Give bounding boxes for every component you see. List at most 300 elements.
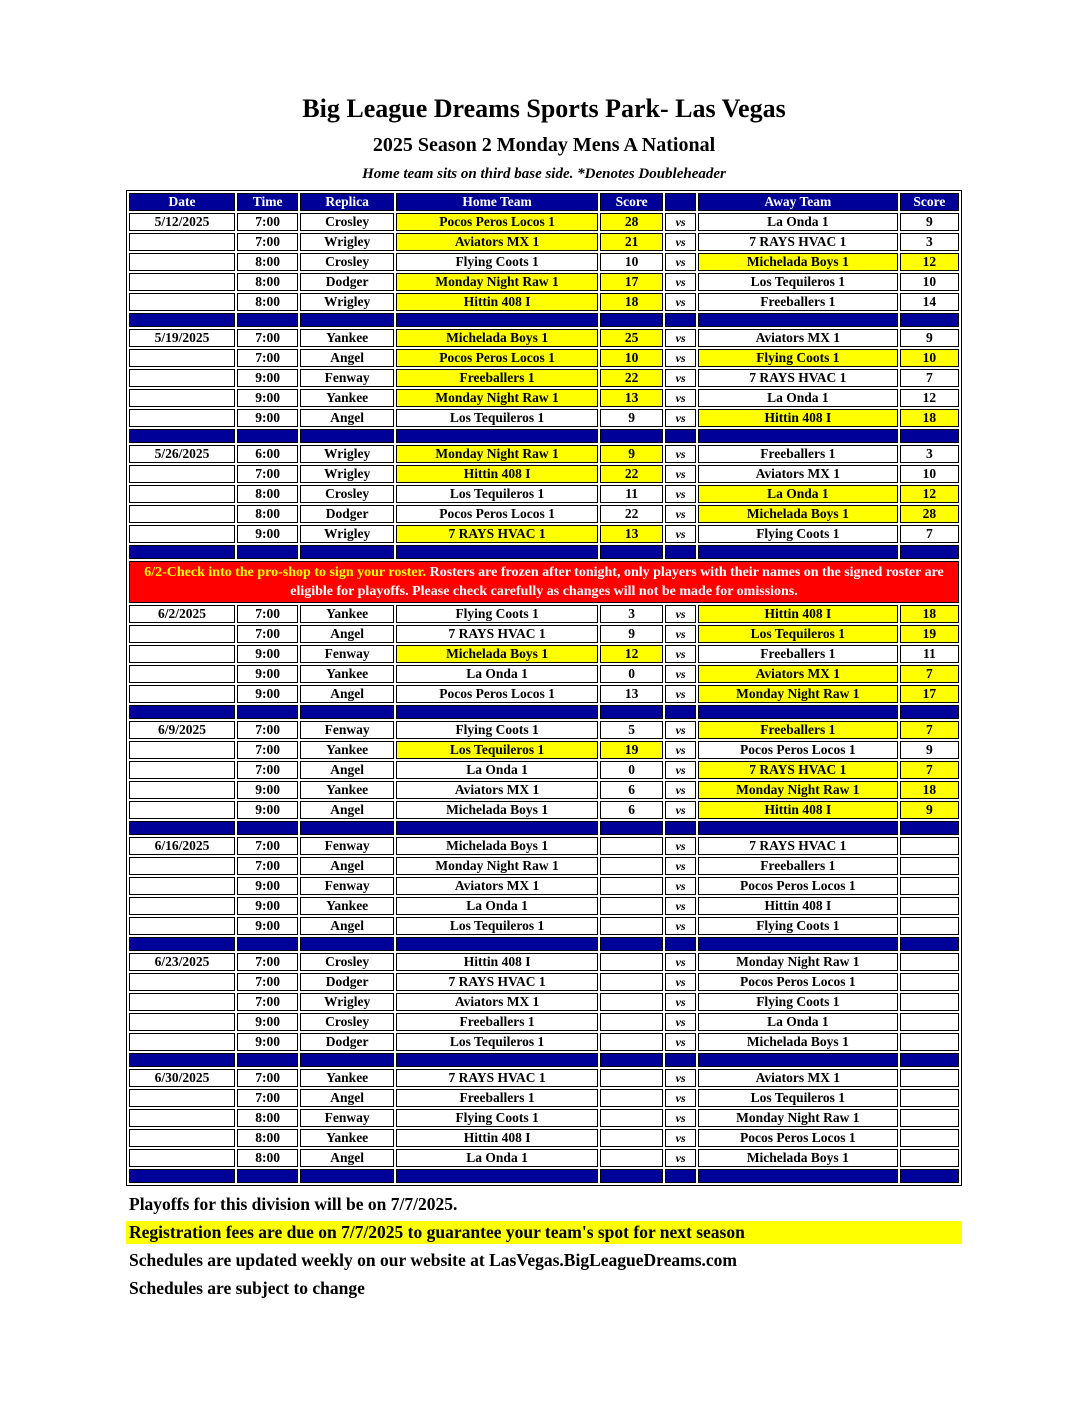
vs-label: vs bbox=[665, 781, 696, 799]
home-score-cell: 22 bbox=[600, 369, 663, 387]
away-score-cell bbox=[900, 917, 959, 935]
away-score-cell: 7 bbox=[900, 721, 959, 739]
website-note: Schedules are updated weekly on our website at LasVegas.BigLeagueDreams.com bbox=[129, 1250, 737, 1270]
replica-cell: Angel bbox=[300, 761, 394, 779]
away-team-cell: Michelada Boys 1 bbox=[698, 1033, 898, 1051]
time-cell: 9:00 bbox=[237, 801, 298, 819]
column-header-away-team-6: Away Team bbox=[698, 193, 898, 211]
home-team-cell: Aviators MX 1 bbox=[396, 781, 598, 799]
separator-cell bbox=[237, 1169, 298, 1183]
announcement-cell bbox=[129, 561, 959, 603]
vs-label: vs bbox=[665, 465, 696, 483]
away-team-cell: Hittin 408 I bbox=[698, 605, 898, 623]
replica-cell: Fenway bbox=[300, 877, 394, 895]
separator-cell bbox=[600, 1053, 663, 1067]
time-cell: 9:00 bbox=[237, 665, 298, 683]
separator-cell bbox=[665, 1169, 696, 1183]
away-team-cell: 7 RAYS HVAC 1 bbox=[698, 233, 898, 251]
time-cell: 8:00 bbox=[237, 253, 298, 271]
replica-cell: Angel bbox=[300, 1149, 394, 1167]
vs-label: vs bbox=[665, 917, 696, 935]
home-team-cell: Flying Coots 1 bbox=[396, 605, 598, 623]
home-score-cell bbox=[600, 1013, 663, 1031]
replica-cell: Fenway bbox=[300, 645, 394, 663]
away-team-cell: Freeballers 1 bbox=[698, 445, 898, 463]
separator-cell bbox=[698, 821, 898, 835]
separator-row bbox=[129, 545, 959, 559]
separator-cell bbox=[600, 429, 663, 443]
away-team-cell: Los Tequileros 1 bbox=[698, 273, 898, 291]
separator-row bbox=[129, 937, 959, 951]
time-cell: 7:00 bbox=[237, 837, 298, 855]
home-team-cell: Los Tequileros 1 bbox=[396, 1033, 598, 1051]
date-cell bbox=[129, 389, 235, 407]
home-team-cell: Los Tequileros 1 bbox=[396, 741, 598, 759]
date-cell bbox=[129, 761, 235, 779]
game-row bbox=[129, 349, 959, 367]
time-cell: 7:00 bbox=[237, 741, 298, 759]
separator-cell bbox=[900, 313, 959, 327]
home-team-cell: 7 RAYS HVAC 1 bbox=[396, 625, 598, 643]
separator-cell bbox=[900, 545, 959, 559]
home-score-cell bbox=[600, 877, 663, 895]
home-team-cell: Los Tequileros 1 bbox=[396, 409, 598, 427]
vs-label: vs bbox=[665, 741, 696, 759]
separator-cell bbox=[396, 705, 598, 719]
game-row bbox=[129, 917, 959, 935]
time-cell: 7:00 bbox=[237, 329, 298, 347]
vs-label: vs bbox=[665, 505, 696, 523]
home-team-cell: 7 RAYS HVAC 1 bbox=[396, 1069, 598, 1087]
replica-cell: Yankee bbox=[300, 741, 394, 759]
replica-cell: Wrigley bbox=[300, 993, 394, 1011]
separator-cell bbox=[300, 1169, 394, 1183]
page-title: Big League Dreams Sports Park- Las Vegas bbox=[302, 94, 786, 123]
vs-label: vs bbox=[665, 293, 696, 311]
home-score-cell bbox=[600, 1033, 663, 1051]
game-row bbox=[129, 485, 959, 503]
separator-cell bbox=[900, 937, 959, 951]
home-score-cell: 22 bbox=[600, 505, 663, 523]
away-team-cell: 7 RAYS HVAC 1 bbox=[698, 761, 898, 779]
away-team-cell: Hittin 408 I bbox=[698, 801, 898, 819]
game-row bbox=[129, 525, 959, 543]
home-team-cell: Los Tequileros 1 bbox=[396, 485, 598, 503]
home-score-cell: 9 bbox=[600, 625, 663, 643]
game-row bbox=[129, 801, 959, 819]
time-cell: 9:00 bbox=[237, 369, 298, 387]
home-score-cell bbox=[600, 1129, 663, 1147]
replica-cell: Dodger bbox=[300, 273, 394, 291]
separator-cell bbox=[900, 705, 959, 719]
home-score-cell bbox=[600, 953, 663, 971]
game-row bbox=[129, 213, 959, 231]
replica-cell: Yankee bbox=[300, 897, 394, 915]
game-row bbox=[129, 685, 959, 703]
away-score-cell: 10 bbox=[900, 349, 959, 367]
home-score-cell: 25 bbox=[600, 329, 663, 347]
time-cell: 7:00 bbox=[237, 625, 298, 643]
vs-label: vs bbox=[665, 665, 696, 683]
away-team-cell: Michelada Boys 1 bbox=[698, 253, 898, 271]
date-cell bbox=[129, 1109, 235, 1127]
away-team-cell: La Onda 1 bbox=[698, 485, 898, 503]
home-team-cell: Freeballers 1 bbox=[396, 369, 598, 387]
time-cell: 8:00 bbox=[237, 1149, 298, 1167]
separator-cell bbox=[300, 937, 394, 951]
replica-cell: Yankee bbox=[300, 1069, 394, 1087]
replica-cell: Fenway bbox=[300, 721, 394, 739]
replica-cell: Angel bbox=[300, 857, 394, 875]
vs-label: vs bbox=[665, 233, 696, 251]
time-cell: 7:00 bbox=[237, 1089, 298, 1107]
vs-label: vs bbox=[665, 329, 696, 347]
vs-label: vs bbox=[665, 953, 696, 971]
home-team-note: Home team sits on third base side. *Denotes Doubleheader bbox=[362, 166, 726, 182]
time-cell: 7:00 bbox=[237, 973, 298, 991]
away-score-cell bbox=[900, 973, 959, 991]
home-score-cell: 5 bbox=[600, 721, 663, 739]
time-cell: 7:00 bbox=[237, 233, 298, 251]
replica-cell: Wrigley bbox=[300, 465, 394, 483]
game-row bbox=[129, 741, 959, 759]
header-row bbox=[129, 193, 959, 211]
home-score-cell: 11 bbox=[600, 485, 663, 503]
date-cell: 6/30/2025 bbox=[129, 1069, 235, 1087]
home-team-cell: Pocos Peros Locos 1 bbox=[396, 685, 598, 703]
time-cell: 7:00 bbox=[237, 721, 298, 739]
home-team-cell: Aviators MX 1 bbox=[396, 877, 598, 895]
replica-cell: Crosley bbox=[300, 485, 394, 503]
game-row bbox=[129, 897, 959, 915]
game-row bbox=[129, 665, 959, 683]
separator-cell bbox=[129, 1053, 235, 1067]
column-header-date-0: Date bbox=[129, 193, 235, 211]
date-cell bbox=[129, 1013, 235, 1031]
replica-cell: Crosley bbox=[300, 253, 394, 271]
separator-cell bbox=[396, 313, 598, 327]
date-cell: 6/9/2025 bbox=[129, 721, 235, 739]
away-team-cell: La Onda 1 bbox=[698, 389, 898, 407]
vs-label: vs bbox=[665, 645, 696, 663]
home-team-cell: Aviators MX 1 bbox=[396, 993, 598, 1011]
date-cell bbox=[129, 741, 235, 759]
game-row bbox=[129, 625, 959, 643]
home-team-cell: Flying Coots 1 bbox=[396, 253, 598, 271]
date-cell: 6/16/2025 bbox=[129, 837, 235, 855]
game-row bbox=[129, 605, 959, 623]
away-score-cell bbox=[900, 993, 959, 1011]
replica-cell: Crosley bbox=[300, 953, 394, 971]
away-team-cell: Pocos Peros Locos 1 bbox=[698, 1129, 898, 1147]
game-row bbox=[129, 1089, 959, 1107]
vs-label: vs bbox=[665, 1109, 696, 1127]
home-score-cell bbox=[600, 1109, 663, 1127]
game-row bbox=[129, 1149, 959, 1167]
separator-cell bbox=[600, 313, 663, 327]
schedule-table bbox=[126, 190, 962, 1186]
game-row bbox=[129, 445, 959, 463]
away-team-cell: Freeballers 1 bbox=[698, 857, 898, 875]
away-score-cell bbox=[900, 1069, 959, 1087]
time-cell: 9:00 bbox=[237, 525, 298, 543]
separator-cell bbox=[698, 1169, 898, 1183]
away-score-cell: 7 bbox=[900, 525, 959, 543]
vs-label: vs bbox=[665, 761, 696, 779]
date-cell bbox=[129, 857, 235, 875]
home-score-cell bbox=[600, 857, 663, 875]
separator-cell bbox=[300, 705, 394, 719]
separator-cell bbox=[129, 1169, 235, 1183]
date-cell bbox=[129, 505, 235, 523]
home-team-cell: La Onda 1 bbox=[396, 665, 598, 683]
date-cell: 5/19/2025 bbox=[129, 329, 235, 347]
home-score-cell: 12 bbox=[600, 645, 663, 663]
vs-label: vs bbox=[665, 1013, 696, 1031]
separator-cell bbox=[600, 1169, 663, 1183]
away-team-cell: Flying Coots 1 bbox=[698, 525, 898, 543]
away-team-cell: Aviators MX 1 bbox=[698, 465, 898, 483]
vs-label: vs bbox=[665, 973, 696, 991]
date-cell: 6/23/2025 bbox=[129, 953, 235, 971]
replica-cell: Dodger bbox=[300, 973, 394, 991]
home-score-cell bbox=[600, 1069, 663, 1087]
separator-row bbox=[129, 1169, 959, 1183]
separator-row bbox=[129, 821, 959, 835]
separator-cell bbox=[129, 937, 235, 951]
home-team-cell: Michelada Boys 1 bbox=[396, 329, 598, 347]
replica-cell: Fenway bbox=[300, 1109, 394, 1127]
separator-cell bbox=[300, 545, 394, 559]
game-row bbox=[129, 1069, 959, 1087]
separator-cell bbox=[600, 545, 663, 559]
home-team-cell: 7 RAYS HVAC 1 bbox=[396, 525, 598, 543]
home-score-cell: 9 bbox=[600, 409, 663, 427]
page-subtitle: 2025 Season 2 Monday Mens A National bbox=[372, 134, 716, 156]
date-cell bbox=[129, 293, 235, 311]
separator-cell bbox=[665, 937, 696, 951]
announcement-body-text: Rosters are frozen after tonight, only players with their names on the signed roster are eligible for playoffs. Please check carefully as changes will not be made for omissions. bbox=[290, 565, 944, 599]
separator-cell bbox=[129, 429, 235, 443]
game-row bbox=[129, 1033, 959, 1051]
away-team-cell: Aviators MX 1 bbox=[698, 329, 898, 347]
home-team-cell: Flying Coots 1 bbox=[396, 1109, 598, 1127]
separator-cell bbox=[665, 1053, 696, 1067]
separator-cell bbox=[698, 429, 898, 443]
vs-label: vs bbox=[665, 349, 696, 367]
home-team-cell: Aviators MX 1 bbox=[396, 233, 598, 251]
announcement-highlight-text: 6/2-Check into the pro-shop to sign your roster. bbox=[144, 565, 427, 580]
game-row bbox=[129, 233, 959, 251]
registration-note: Registration fees are due on 7/7/2025 to guarantee your team's spot for next season bbox=[126, 1221, 962, 1244]
away-score-cell: 18 bbox=[900, 781, 959, 799]
date-cell bbox=[129, 1129, 235, 1147]
game-row bbox=[129, 837, 959, 855]
replica-cell: Dodger bbox=[300, 505, 394, 523]
separator-cell bbox=[698, 1053, 898, 1067]
separator-cell bbox=[600, 705, 663, 719]
replica-cell: Wrigley bbox=[300, 233, 394, 251]
away-score-cell: 17 bbox=[900, 685, 959, 703]
time-cell: 8:00 bbox=[237, 505, 298, 523]
away-score-cell: 10 bbox=[900, 465, 959, 483]
time-cell: 9:00 bbox=[237, 897, 298, 915]
vs-label: vs bbox=[665, 389, 696, 407]
separator-cell bbox=[698, 705, 898, 719]
away-score-cell: 7 bbox=[900, 665, 959, 683]
home-team-cell: Monday Night Raw 1 bbox=[396, 389, 598, 407]
away-score-cell bbox=[900, 953, 959, 971]
vs-label: vs bbox=[665, 857, 696, 875]
separator-cell bbox=[237, 545, 298, 559]
home-score-cell: 6 bbox=[600, 801, 663, 819]
column-header-time-1: Time bbox=[237, 193, 298, 211]
vs-label: vs bbox=[665, 837, 696, 855]
separator-row bbox=[129, 313, 959, 327]
separator-cell bbox=[600, 821, 663, 835]
away-score-cell: 28 bbox=[900, 505, 959, 523]
home-team-cell: Michelada Boys 1 bbox=[396, 645, 598, 663]
vs-label: vs bbox=[665, 1129, 696, 1147]
home-score-cell bbox=[600, 837, 663, 855]
table-body bbox=[129, 213, 959, 1183]
separator-cell bbox=[396, 1169, 598, 1183]
column-header-vs bbox=[665, 193, 696, 211]
separator-cell bbox=[300, 313, 394, 327]
separator-cell bbox=[900, 1053, 959, 1067]
home-team-cell: Los Tequileros 1 bbox=[396, 917, 598, 935]
home-team-cell: Monday Night Raw 1 bbox=[396, 273, 598, 291]
replica-cell: Crosley bbox=[300, 1013, 394, 1031]
vs-label: vs bbox=[665, 445, 696, 463]
vs-label: vs bbox=[665, 897, 696, 915]
separator-cell bbox=[698, 937, 898, 951]
vs-label: vs bbox=[665, 1149, 696, 1167]
separator-row bbox=[129, 1053, 959, 1067]
home-team-cell: 7 RAYS HVAC 1 bbox=[396, 973, 598, 991]
away-team-cell: Aviators MX 1 bbox=[698, 1069, 898, 1087]
separator-cell bbox=[900, 429, 959, 443]
time-cell: 7:00 bbox=[237, 465, 298, 483]
time-cell: 9:00 bbox=[237, 917, 298, 935]
date-cell bbox=[129, 665, 235, 683]
replica-cell: Yankee bbox=[300, 781, 394, 799]
date-cell bbox=[129, 1149, 235, 1167]
home-team-cell: Flying Coots 1 bbox=[396, 721, 598, 739]
home-score-cell bbox=[600, 917, 663, 935]
away-score-cell bbox=[900, 877, 959, 895]
home-team-cell: Hittin 408 I bbox=[396, 1129, 598, 1147]
separator-row bbox=[129, 429, 959, 443]
away-score-cell: 9 bbox=[900, 213, 959, 231]
game-row bbox=[129, 645, 959, 663]
separator-cell bbox=[665, 821, 696, 835]
separator-cell bbox=[698, 545, 898, 559]
table-header bbox=[129, 193, 959, 211]
vs-label: vs bbox=[665, 525, 696, 543]
date-cell: 5/26/2025 bbox=[129, 445, 235, 463]
away-team-cell: 7 RAYS HVAC 1 bbox=[698, 837, 898, 855]
separator-cell bbox=[237, 1053, 298, 1067]
away-score-cell bbox=[900, 857, 959, 875]
column-header-score-7: Score bbox=[900, 193, 959, 211]
away-team-cell: Flying Coots 1 bbox=[698, 917, 898, 935]
away-team-cell: Monday Night Raw 1 bbox=[698, 685, 898, 703]
away-team-cell: Freeballers 1 bbox=[698, 645, 898, 663]
home-team-cell: Monday Night Raw 1 bbox=[396, 857, 598, 875]
playoffs-note: Playoffs for this division will be on 7/7/2025. bbox=[129, 1194, 458, 1214]
away-team-cell: La Onda 1 bbox=[698, 213, 898, 231]
date-cell bbox=[129, 1033, 235, 1051]
home-score-cell: 10 bbox=[600, 349, 663, 367]
away-score-cell: 7 bbox=[900, 761, 959, 779]
home-team-cell: La Onda 1 bbox=[396, 761, 598, 779]
separator-cell bbox=[300, 1053, 394, 1067]
separator-cell bbox=[300, 821, 394, 835]
away-score-cell: 12 bbox=[900, 485, 959, 503]
away-team-cell: Los Tequileros 1 bbox=[698, 1089, 898, 1107]
away-team-cell: Pocos Peros Locos 1 bbox=[698, 973, 898, 991]
game-row bbox=[129, 505, 959, 523]
date-cell bbox=[129, 781, 235, 799]
home-score-cell: 13 bbox=[600, 685, 663, 703]
time-cell: 9:00 bbox=[237, 877, 298, 895]
separator-cell bbox=[237, 429, 298, 443]
date-cell bbox=[129, 253, 235, 271]
away-score-cell: 11 bbox=[900, 645, 959, 663]
away-team-cell: Los Tequileros 1 bbox=[698, 625, 898, 643]
separator-cell bbox=[396, 1053, 598, 1067]
away-score-cell: 18 bbox=[900, 409, 959, 427]
away-team-cell: Flying Coots 1 bbox=[698, 993, 898, 1011]
vs-label: vs bbox=[665, 685, 696, 703]
date-cell bbox=[129, 801, 235, 819]
replica-cell: Yankee bbox=[300, 389, 394, 407]
separator-cell bbox=[396, 937, 598, 951]
separator-cell bbox=[396, 545, 598, 559]
home-score-cell bbox=[600, 993, 663, 1011]
time-cell: 7:00 bbox=[237, 857, 298, 875]
column-header-replica-2: Replica bbox=[300, 193, 394, 211]
time-cell: 9:00 bbox=[237, 409, 298, 427]
home-team-cell: Pocos Peros Locos 1 bbox=[396, 505, 598, 523]
time-cell: 9:00 bbox=[237, 781, 298, 799]
game-row bbox=[129, 293, 959, 311]
away-team-cell: Hittin 408 I bbox=[698, 897, 898, 915]
date-cell bbox=[129, 685, 235, 703]
home-score-cell: 0 bbox=[600, 665, 663, 683]
replica-cell: Wrigley bbox=[300, 293, 394, 311]
replica-cell: Angel bbox=[300, 349, 394, 367]
game-row bbox=[129, 857, 959, 875]
replica-cell: Yankee bbox=[300, 665, 394, 683]
time-cell: 8:00 bbox=[237, 1129, 298, 1147]
date-cell bbox=[129, 1089, 235, 1107]
away-score-cell bbox=[900, 837, 959, 855]
away-score-cell bbox=[900, 1013, 959, 1031]
home-score-cell: 6 bbox=[600, 781, 663, 799]
time-cell: 7:00 bbox=[237, 761, 298, 779]
time-cell: 6:00 bbox=[237, 445, 298, 463]
home-team-cell: Freeballers 1 bbox=[396, 1013, 598, 1031]
separator-cell bbox=[396, 821, 598, 835]
home-score-cell: 19 bbox=[600, 741, 663, 759]
vs-label: vs bbox=[665, 801, 696, 819]
time-cell: 7:00 bbox=[237, 1069, 298, 1087]
replica-cell: Angel bbox=[300, 409, 394, 427]
date-cell bbox=[129, 369, 235, 387]
replica-cell: Dodger bbox=[300, 1033, 394, 1051]
